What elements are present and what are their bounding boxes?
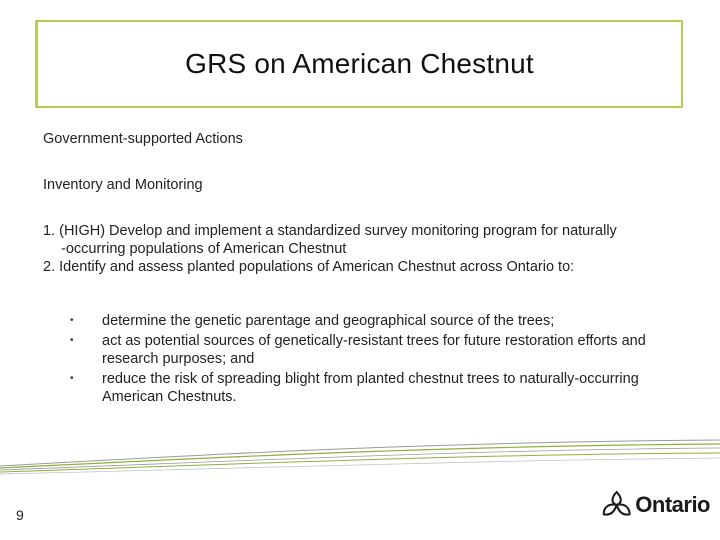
numbered-item-1 bbox=[43, 222, 693, 258]
numbered-list bbox=[43, 222, 693, 276]
numbered-item-2-text: 2. Identify and assess planted populations of American Chestnut across Ontario to: bbox=[43, 259, 575, 275]
footer-divider-lines bbox=[0, 436, 720, 476]
ontario-logo bbox=[600, 485, 710, 525]
trillium-logo-icon bbox=[600, 487, 633, 523]
bullet-item-2 bbox=[70, 332, 690, 368]
ontario-logo-text: Ontario bbox=[635, 492, 710, 517]
title-box bbox=[35, 20, 683, 108]
numbered-item-1-continuation: -occurring populations of American Chestnut bbox=[61, 241, 347, 257]
bullet-list bbox=[70, 312, 690, 408]
section-label-government-actions: Government-supported Actions bbox=[43, 131, 243, 147]
bullet-dot-icon: • bbox=[70, 373, 74, 384]
bullet-item-3 bbox=[70, 370, 690, 406]
bullet-item-3-text: reduce the risk of spreading blight from planted chestnut trees to naturally-occurring American Chestnuts. bbox=[102, 371, 639, 405]
bullet-dot-icon: • bbox=[70, 315, 74, 326]
bullet-dot-icon: • bbox=[70, 335, 74, 346]
bullet-item-1-text: determine the genetic parentage and geographical source of the trees; bbox=[102, 313, 555, 329]
numbered-item-1-text: 1. (HIGH) Develop and implement a standardized survey monitoring program for naturally bbox=[43, 223, 617, 239]
slide-title: GRS on American Chestnut bbox=[185, 48, 534, 79]
bullet-item-2-text: act as potential sources of genetically-resistant trees for future restoration efforts and research purposes; and bbox=[102, 333, 646, 367]
section-label-inventory-monitoring: Inventory and Monitoring bbox=[43, 177, 203, 193]
page-number: 9 bbox=[16, 507, 24, 523]
bullet-item-1 bbox=[70, 312, 690, 330]
numbered-item-2 bbox=[43, 258, 693, 276]
